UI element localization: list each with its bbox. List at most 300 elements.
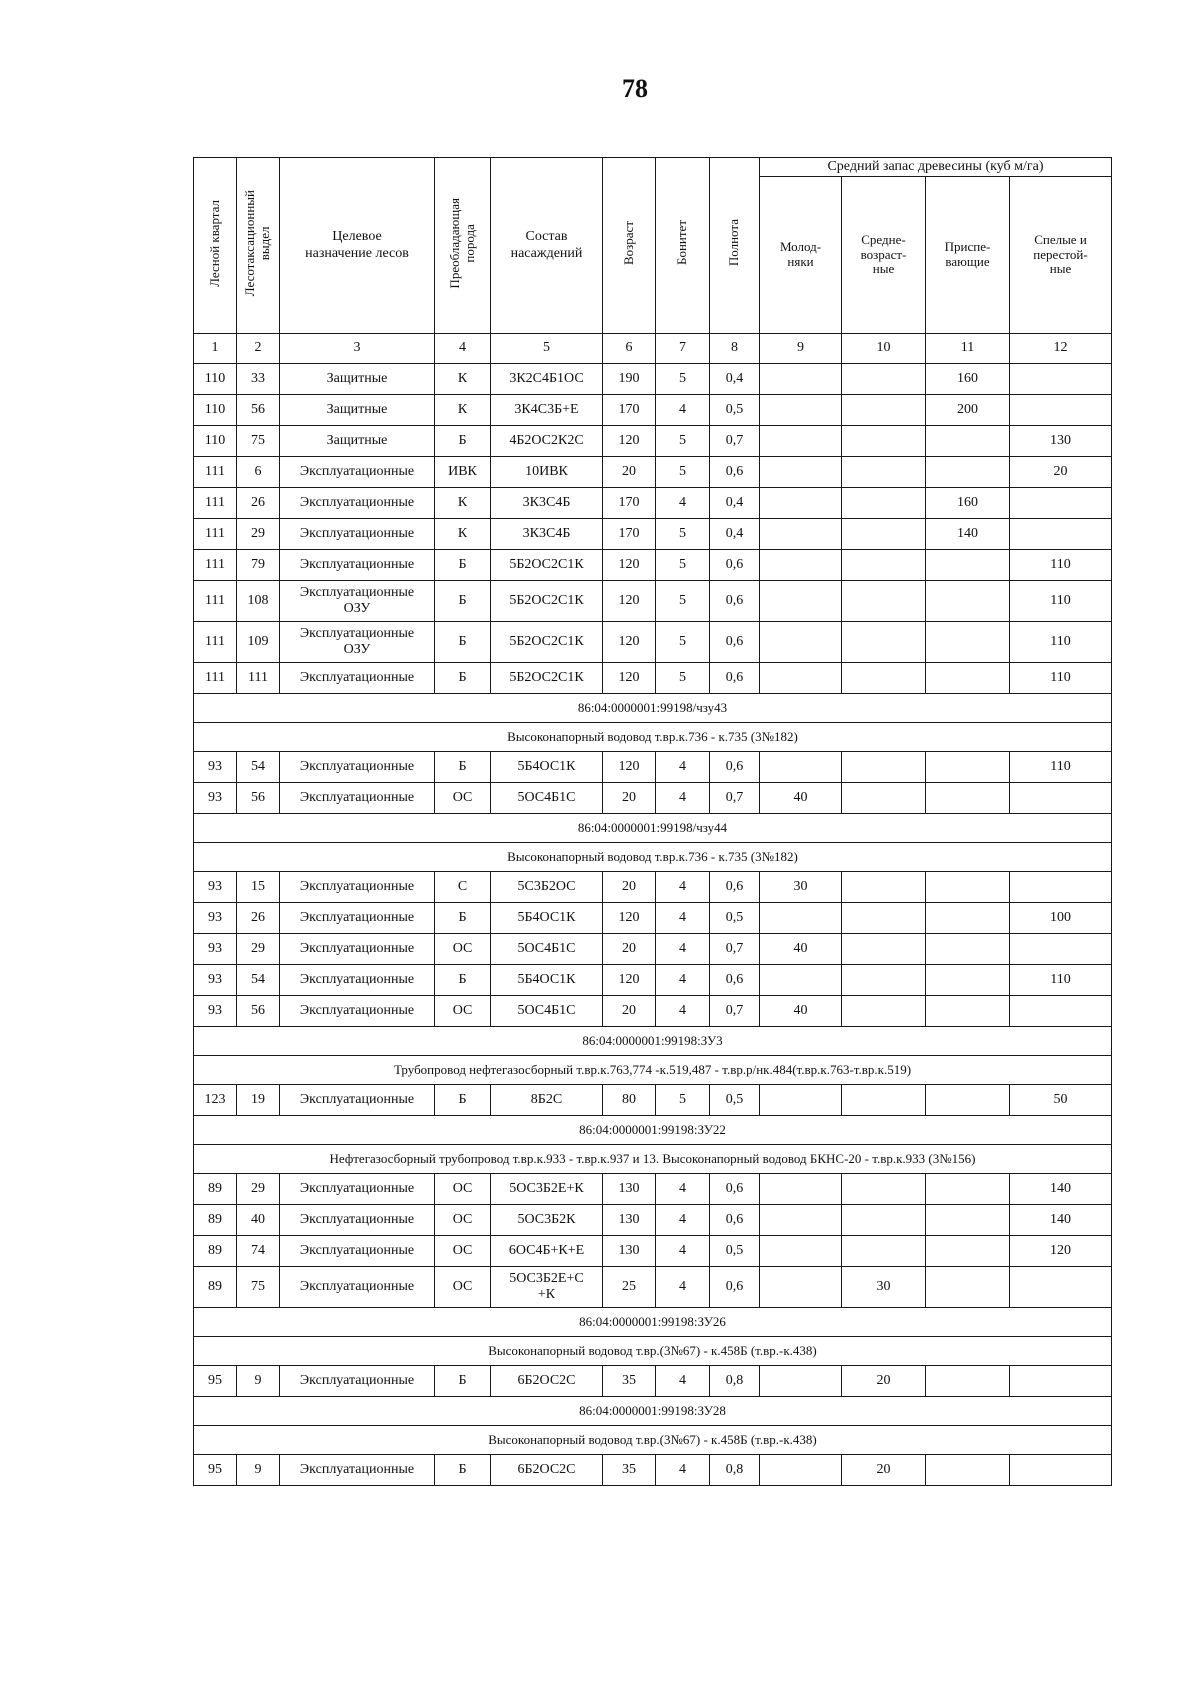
table-cell: Эксплуатационные	[280, 934, 435, 965]
col-header-middle-aged: Средне- возраст- ные	[842, 177, 926, 334]
table-cell: 56	[237, 996, 280, 1027]
column-number-cell: 5	[491, 334, 603, 364]
table-cell: 0,6	[710, 1267, 760, 1308]
table-cell: 110	[194, 426, 237, 457]
table-cell	[926, 752, 1010, 783]
table-cell: Эксплуатационные	[280, 752, 435, 783]
table-cell	[842, 488, 926, 519]
section-label: Высоконапорный водовод т.вр.к.736 - к.735 (3№182)	[194, 723, 1112, 752]
table-cell: 3К4С3Б+Е	[491, 395, 603, 426]
table-cell: 110	[194, 395, 237, 426]
section-row	[194, 814, 1112, 843]
table-cell: 20	[842, 1366, 926, 1397]
table-cell: 26	[237, 903, 280, 934]
table-cell: 130	[1010, 426, 1112, 457]
table-cell: 110	[1010, 752, 1112, 783]
column-number-cell: 12	[1010, 334, 1112, 364]
table-cell: 6Б2ОС2С	[491, 1366, 603, 1397]
table-cell: 40	[760, 934, 842, 965]
table-cell: Б	[435, 663, 491, 694]
table-row	[194, 752, 1112, 783]
table-cell: 93	[194, 872, 237, 903]
table-cell: 4	[656, 934, 710, 965]
table-cell	[926, 550, 1010, 581]
table-cell: 170	[603, 395, 656, 426]
table-cell: 5Б2ОС2С1К	[491, 622, 603, 663]
table-cell	[926, 996, 1010, 1027]
table-cell	[842, 1174, 926, 1205]
table-cell	[842, 581, 926, 622]
table-cell	[1010, 488, 1112, 519]
table-cell: 93	[194, 934, 237, 965]
table-cell	[842, 426, 926, 457]
table-row	[194, 1085, 1112, 1116]
table-cell: 111	[194, 622, 237, 663]
table-cell	[926, 1205, 1010, 1236]
table-cell	[926, 663, 1010, 694]
table-cell: 4	[656, 872, 710, 903]
table-cell: Эксплуатационные	[280, 519, 435, 550]
table-cell	[760, 752, 842, 783]
table-cell: 100	[1010, 903, 1112, 934]
table-cell	[1010, 1455, 1112, 1486]
table-cell: 4	[656, 783, 710, 814]
table-cell	[760, 622, 842, 663]
table-cell	[760, 364, 842, 395]
table-cell: 5	[656, 1085, 710, 1116]
table-cell: 0,6	[710, 550, 760, 581]
table-cell	[926, 1085, 1010, 1116]
table-cell: 19	[237, 1085, 280, 1116]
table-row	[194, 996, 1112, 1027]
table-cell: 89	[194, 1174, 237, 1205]
table-cell: 95	[194, 1455, 237, 1486]
table-cell: 5ОС4Б1С	[491, 996, 603, 1027]
table-cell: 170	[603, 519, 656, 550]
table-cell: Эксплуатационные	[280, 1205, 435, 1236]
table-cell: Эксплуатационные	[280, 1085, 435, 1116]
table-cell: 74	[237, 1236, 280, 1267]
table-cell: 33	[237, 364, 280, 395]
table-cell: 123	[194, 1085, 237, 1116]
table-row	[194, 1366, 1112, 1397]
table-row	[194, 1267, 1112, 1308]
table-cell: 120	[1010, 1236, 1112, 1267]
table-row	[194, 622, 1112, 663]
table-cell: 5	[656, 581, 710, 622]
table-cell	[760, 488, 842, 519]
table-cell	[842, 934, 926, 965]
table-cell: Эксплуатационные	[280, 1455, 435, 1486]
table-cell: 111	[194, 488, 237, 519]
table-cell	[926, 581, 1010, 622]
table-cell: 35	[603, 1455, 656, 1486]
col-header-mature: Спелые и перестой- ные	[1010, 177, 1112, 334]
table-cell: 40	[760, 783, 842, 814]
table-cell: 110	[1010, 965, 1112, 996]
table-cell: 93	[194, 752, 237, 783]
table-cell: 4	[656, 1174, 710, 1205]
table-cell	[926, 965, 1010, 996]
column-number-cell: 11	[926, 334, 1010, 364]
table-cell: 75	[237, 426, 280, 457]
section-row	[194, 694, 1112, 723]
table-row	[194, 457, 1112, 488]
table-cell: 29	[237, 934, 280, 965]
table-cell: 5С3Б2ОС	[491, 872, 603, 903]
section-label: 86:04:0000001:99198:ЗУ22	[194, 1116, 1112, 1145]
table-cell: Эксплуатационные	[280, 1366, 435, 1397]
table-cell: Б	[435, 581, 491, 622]
column-number-cell: 8	[710, 334, 760, 364]
table-cell	[1010, 395, 1112, 426]
table-cell: 0,6	[710, 581, 760, 622]
table-cell: 25	[603, 1267, 656, 1308]
table-row	[194, 1236, 1112, 1267]
table-cell: 79	[237, 550, 280, 581]
table-row	[194, 903, 1112, 934]
table-cell: 4	[656, 488, 710, 519]
section-label: Высоконапорный водовод т.вр.к.736 - к.735 (3№182)	[194, 843, 1112, 872]
section-label: Высоконапорный водовод т.вр.(3№67) - к.458Б (т.вр.-к.438)	[194, 1426, 1112, 1455]
table-cell: 93	[194, 996, 237, 1027]
table-cell: ОС	[435, 1236, 491, 1267]
table-cell	[842, 872, 926, 903]
table-cell: 111	[194, 663, 237, 694]
table-cell: 120	[603, 426, 656, 457]
table-cell: Эксплуатационные	[280, 1267, 435, 1308]
table-cell: 108	[237, 581, 280, 622]
table-cell	[760, 519, 842, 550]
section-label: 86:04:0000001:99198:ЗУ3	[194, 1027, 1112, 1056]
table-cell: 5	[656, 663, 710, 694]
table-cell	[842, 550, 926, 581]
table-cell: 110	[1010, 550, 1112, 581]
table-row	[194, 364, 1112, 395]
section-label: Трубопровод нефтегазосборный т.вр.к.763,774 -к.519,487 - т.вр.р/нк.484(т.вр.к.763-т.вр.к.519)	[194, 1056, 1112, 1085]
table-cell: 120	[603, 663, 656, 694]
table-cell	[926, 1236, 1010, 1267]
table-cell: 110	[194, 364, 237, 395]
table-row	[194, 872, 1112, 903]
table-cell: 5Б2ОС2С1К	[491, 663, 603, 694]
table-cell: 9	[237, 1366, 280, 1397]
table-cell: 120	[603, 965, 656, 996]
column-number-cell: 6	[603, 334, 656, 364]
table-cell: 5Б2ОС2С1К	[491, 550, 603, 581]
table-cell: 75	[237, 1267, 280, 1308]
table-cell: К	[435, 519, 491, 550]
table-cell: ОС	[435, 783, 491, 814]
col-header-purpose: Целевое назначение лесов	[280, 158, 435, 334]
table-cell: 20	[1010, 457, 1112, 488]
table-cell: 120	[603, 550, 656, 581]
table-cell	[842, 519, 926, 550]
table-cell	[842, 1236, 926, 1267]
page-number: 78	[622, 74, 648, 103]
table-cell: 5Б4ОС1К	[491, 903, 603, 934]
table-cell: ОС	[435, 934, 491, 965]
table-cell	[760, 1205, 842, 1236]
table-cell: 56	[237, 395, 280, 426]
table-cell	[1010, 783, 1112, 814]
table-cell: 89	[194, 1205, 237, 1236]
section-row	[194, 1145, 1112, 1174]
table-cell: 89	[194, 1236, 237, 1267]
table-cell: 5	[656, 426, 710, 457]
table-cell: 5ОС3Б2Е+К	[491, 1174, 603, 1205]
section-label: 86:04:0000001:99198:ЗУ26	[194, 1308, 1112, 1337]
table-row	[194, 488, 1112, 519]
table-cell: 111	[194, 550, 237, 581]
table-cell: Эксплуатационные	[280, 488, 435, 519]
table-cell: 29	[237, 519, 280, 550]
table-cell	[1010, 519, 1112, 550]
table-cell: С	[435, 872, 491, 903]
table-cell: 93	[194, 965, 237, 996]
col-header-composition: Состав насаждений	[491, 158, 603, 334]
table-cell: 111	[237, 663, 280, 694]
table-cell: ИВК	[435, 457, 491, 488]
table-cell: Эксплуатационные	[280, 872, 435, 903]
table-cell: 111	[194, 457, 237, 488]
table-cell: 6	[237, 457, 280, 488]
table-cell	[842, 622, 926, 663]
table-cell	[760, 1267, 842, 1308]
table-cell: 200	[926, 395, 1010, 426]
section-row	[194, 1337, 1112, 1366]
table-cell: 56	[237, 783, 280, 814]
table-cell: 0,8	[710, 1366, 760, 1397]
col-header-quarter: Лесной квартал	[194, 158, 237, 334]
column-number-cell: 1	[194, 334, 237, 364]
table-cell	[926, 622, 1010, 663]
table-cell: 30	[760, 872, 842, 903]
section-row	[194, 1056, 1112, 1085]
table-cell: 20	[603, 934, 656, 965]
table-cell: 0,6	[710, 752, 760, 783]
table-cell	[842, 364, 926, 395]
table-cell: 26	[237, 488, 280, 519]
table-row	[194, 1455, 1112, 1486]
table-cell: Эксплуатационные	[280, 550, 435, 581]
column-number-cell: 3	[280, 334, 435, 364]
table-cell: 0,6	[710, 622, 760, 663]
table-cell: 4	[656, 1267, 710, 1308]
table-cell: 20	[603, 783, 656, 814]
table-cell: 9	[237, 1455, 280, 1486]
column-number-row	[194, 334, 1112, 364]
table-cell: 20	[603, 996, 656, 1027]
table-cell	[760, 903, 842, 934]
table-cell: Эксплуатационные	[280, 1236, 435, 1267]
table-cell: 111	[194, 581, 237, 622]
table-cell: К	[435, 395, 491, 426]
col-header-species: Преобладающая порода	[435, 158, 491, 334]
table-cell	[842, 395, 926, 426]
table-cell: 20	[842, 1455, 926, 1486]
table-cell: 5	[656, 622, 710, 663]
table-cell: 93	[194, 783, 237, 814]
table-row	[194, 965, 1112, 996]
table-cell: 4	[656, 1205, 710, 1236]
table-cell	[842, 783, 926, 814]
table-cell	[842, 1205, 926, 1236]
table-cell	[926, 1366, 1010, 1397]
table-cell: 5Б2ОС2С1К	[491, 581, 603, 622]
table-cell: 0,6	[710, 457, 760, 488]
table-cell: ОС	[435, 1205, 491, 1236]
table-cell	[760, 581, 842, 622]
table-cell: 4	[656, 752, 710, 783]
table-cell: 110	[1010, 622, 1112, 663]
table-row	[194, 426, 1112, 457]
table-cell: 160	[926, 364, 1010, 395]
section-label: 86:04:0000001:99198/чзу43	[194, 694, 1112, 723]
table-row	[194, 934, 1112, 965]
table-cell: Эксплуатационные	[280, 457, 435, 488]
column-number-cell: 4	[435, 334, 491, 364]
table-cell: 6Б2ОС2С	[491, 1455, 603, 1486]
col-header-density: Полнота	[710, 158, 760, 334]
table-cell: 54	[237, 965, 280, 996]
header-row-top	[194, 158, 1112, 177]
table-cell: 10ИВК	[491, 457, 603, 488]
table-cell	[1010, 872, 1112, 903]
table-cell: Эксплуатационные	[280, 1174, 435, 1205]
table-cell: 0,7	[710, 996, 760, 1027]
table-cell: 120	[603, 581, 656, 622]
table-cell: ОС	[435, 996, 491, 1027]
col-header-site-class: Бонитет	[656, 158, 710, 334]
table-cell: 3К3С4Б	[491, 519, 603, 550]
table-cell	[842, 663, 926, 694]
table-cell: 20	[603, 457, 656, 488]
table-cell: 130	[603, 1205, 656, 1236]
table-cell: 0,7	[710, 783, 760, 814]
table-cell: 140	[926, 519, 1010, 550]
table-cell: Защитные	[280, 364, 435, 395]
table-cell: 0,6	[710, 872, 760, 903]
table-cell	[926, 1174, 1010, 1205]
table-cell: 5	[656, 364, 710, 395]
table-row	[194, 519, 1112, 550]
table-cell: 0,7	[710, 934, 760, 965]
table-cell	[842, 965, 926, 996]
table-cell: Эксплуатационные	[280, 903, 435, 934]
section-row	[194, 843, 1112, 872]
table-cell	[760, 663, 842, 694]
table-cell: Б	[435, 426, 491, 457]
table-cell: 0,5	[710, 1236, 760, 1267]
table-cell	[760, 1236, 842, 1267]
table-cell: 20	[603, 872, 656, 903]
section-row	[194, 1308, 1112, 1337]
column-number-cell: 2	[237, 334, 280, 364]
column-number-cell: 10	[842, 334, 926, 364]
table-cell: 111	[194, 519, 237, 550]
table-cell: 5Б4ОС1К	[491, 752, 603, 783]
table-cell: 4	[656, 996, 710, 1027]
table-cell: 190	[603, 364, 656, 395]
table-cell	[1010, 364, 1112, 395]
table-cell: К	[435, 488, 491, 519]
table-cell: 3К2С4Б1ОС	[491, 364, 603, 395]
table-cell: 5Б4ОС1К	[491, 965, 603, 996]
section-row	[194, 1116, 1112, 1145]
table-body	[194, 334, 1112, 1486]
table-row	[194, 581, 1112, 622]
table-cell: 29	[237, 1174, 280, 1205]
table-cell: 4	[656, 965, 710, 996]
table-cell: Б	[435, 1366, 491, 1397]
section-row	[194, 1397, 1112, 1426]
col-header-stock-group: Средний запас древесины (куб м/га)	[760, 158, 1112, 177]
table-cell: 30	[842, 1267, 926, 1308]
table-cell: 6ОС4Б+К+Е	[491, 1236, 603, 1267]
table-cell	[1010, 1366, 1112, 1397]
table-cell	[842, 996, 926, 1027]
table-cell: Б	[435, 752, 491, 783]
table-cell: 95	[194, 1366, 237, 1397]
table-cell: 120	[603, 752, 656, 783]
table-cell: 160	[926, 488, 1010, 519]
table-cell: 109	[237, 622, 280, 663]
table-cell	[926, 872, 1010, 903]
table-cell: Защитные	[280, 395, 435, 426]
table-cell: 89	[194, 1267, 237, 1308]
table-cell: Б	[435, 965, 491, 996]
table-cell: Защитные	[280, 426, 435, 457]
table-cell: 5ОС4Б1С	[491, 934, 603, 965]
table-cell: 4	[656, 903, 710, 934]
table-cell	[760, 457, 842, 488]
table-cell: Эксплуатационные	[280, 783, 435, 814]
column-number-cell: 7	[656, 334, 710, 364]
table-cell	[760, 1455, 842, 1486]
table-cell: Б	[435, 550, 491, 581]
table-cell	[1010, 934, 1112, 965]
table-cell: 5ОС3Б2Е+С +К	[491, 1267, 603, 1308]
table-cell	[760, 550, 842, 581]
table-cell: Б	[435, 622, 491, 663]
table-cell: ОС	[435, 1174, 491, 1205]
table-cell: 4	[656, 1366, 710, 1397]
table-cell: 0,5	[710, 903, 760, 934]
table-cell: 5	[656, 550, 710, 581]
table-cell	[1010, 996, 1112, 1027]
table-cell: К	[435, 364, 491, 395]
table-cell	[926, 903, 1010, 934]
table-cell: 170	[603, 488, 656, 519]
col-header-young: Молод- няки	[760, 177, 842, 334]
table-row	[194, 663, 1112, 694]
table-cell: 40	[760, 996, 842, 1027]
table-cell	[760, 426, 842, 457]
table-row	[194, 395, 1112, 426]
section-row	[194, 723, 1112, 752]
table-cell: Б	[435, 1085, 491, 1116]
table-cell: 5ОС4Б1С	[491, 783, 603, 814]
section-label: 86:04:0000001:99198/чзу44	[194, 814, 1112, 843]
section-label: Высоконапорный водовод т.вр.(3№67) - к.458Б (т.вр.-к.438)	[194, 1337, 1112, 1366]
table-cell: 0,6	[710, 1174, 760, 1205]
table-cell: 4	[656, 1236, 710, 1267]
col-header-allotment: Лесотаксационный выдел	[237, 158, 280, 334]
table-cell: 4Б2ОС2К2С	[491, 426, 603, 457]
table-cell	[760, 1085, 842, 1116]
table-row	[194, 783, 1112, 814]
